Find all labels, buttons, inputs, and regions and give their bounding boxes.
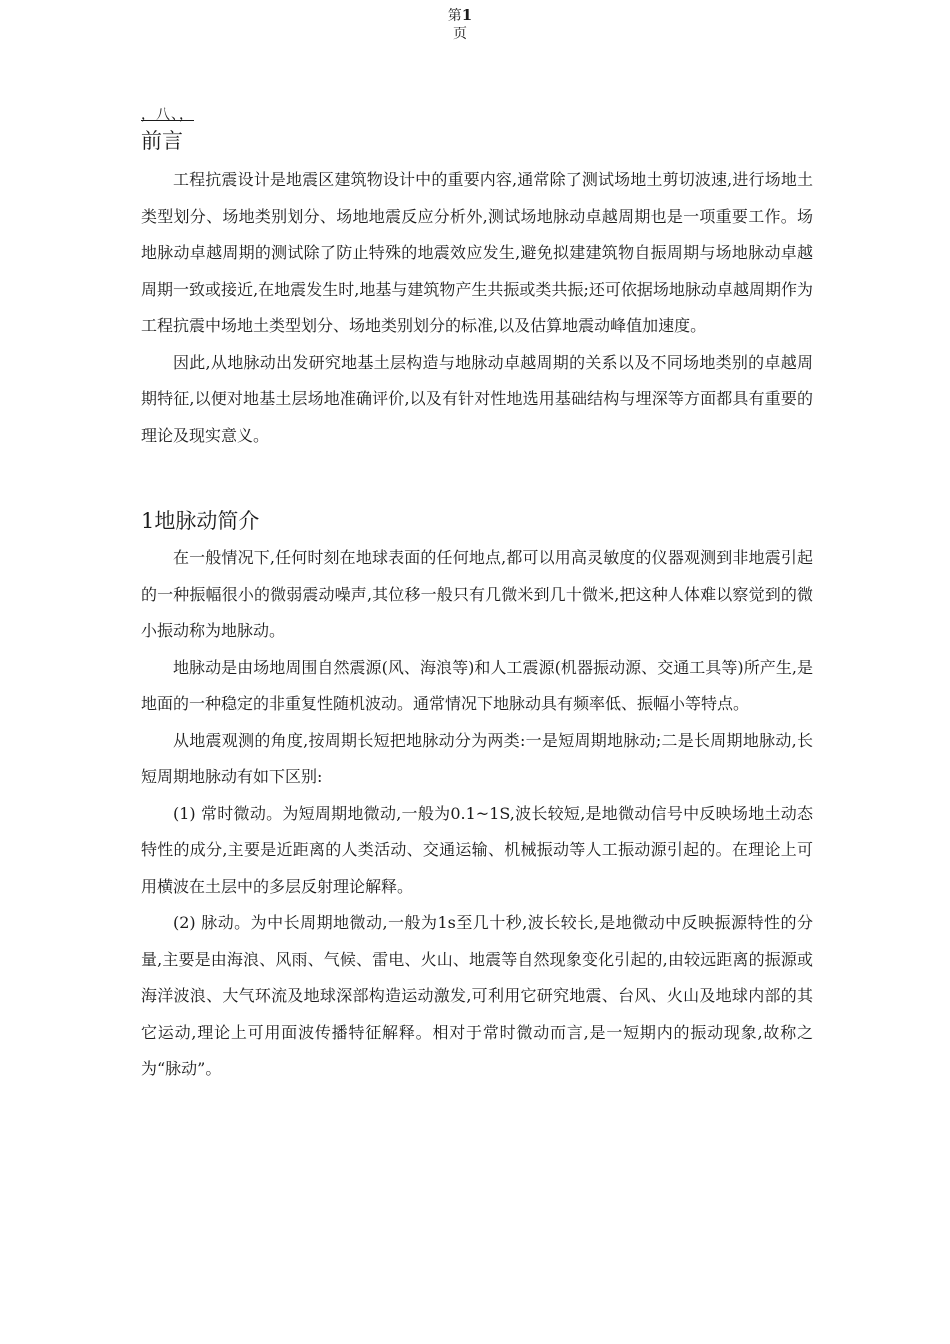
page-number: 1 bbox=[461, 6, 473, 24]
preface-paragraph: 因此,从地脉动出发研究地基土层构造与地脉动卓越周期的关系以及不同场地类别的卓越周期特征,以便对地基土层场地准确评价,以及有针对性地选用基础结构与埋深等方面都具有重要的理论及现实意义。 bbox=[141, 352, 813, 445]
section-paragraph: (1) 常时微动。为短周期地微动,一般为0.1~1S,波长较短,是地微动信号中反映场地土动态特性的成分,主要是近距离的人类活动、交通运输、机械振动等人工振动源引起的。在理论上可用横波在土层中的多层反射理论解释。 bbox=[141, 803, 813, 896]
document-body bbox=[141, 108, 813, 1088]
section-paragraph: 从地震观测的角度,按周期长短把地脉动分为两类:一是短周期地脉动;二是长周期地脉动,长短周期地脉动有如下区别: bbox=[141, 730, 813, 786]
page-header-suffix: 页 bbox=[453, 26, 467, 42]
garbled-marks: ，八、， bbox=[141, 107, 194, 123]
page-header-prefix: 第 bbox=[447, 8, 462, 24]
section-paragraph: 在一般情况下,任何时刻在地球表面的任何地点,都可以用高灵敏度的仪器观测到非地震引起的一种振幅很小的微弱震动噪声,其位移一般只有几微米到几十微米,把这种人体难以察觉到的微小振动称为地脉动。 bbox=[141, 548, 813, 640]
page-header bbox=[0, 6, 920, 43]
preface-paragraph: 工程抗震设计是地震区建筑物设计中的重要内容,通常除了测试场地土剪切波速,进行场地土类型划分、场地类别划分、场地地震反应分析外,测试场地脉动卓越周期也是一项重要工作。场地脉动卓越周期的测试除了防止特殊的地震效应发生,避免拟建建筑物自振周期与场地脉动卓越周期一致或接近,在地震发生时,地基与建筑物产生共振或类共振;还可依据场地脉动卓越周期作为工程抗震中场地土类型划分、场地类别划分的标准,以及估算地震动峰值加速度。 bbox=[141, 170, 813, 335]
section-paragraph: (2) 脉动。为中长周期地微动,一般为1s至几十秒,波长较长,是地微动中反映振源特性的分量,主要是由海浪、风雨、气候、雷电、火山、地震等自然现象变化引起的,由较远距离的振源或海洋波浪、大气环流及地球深部构造运动激发,可利用它研究地震、台风、火山及地球内部的其它运动,理论上可用面波传播特征解释。相对于常时微动而言,是一短期内的振动现象,故称之为“脉动”。 bbox=[141, 913, 813, 1078]
section-heading: 1地脉动简介 bbox=[141, 509, 260, 533]
section-paragraph: 地脉动是由场地周围自然震源(风、海浪等)和人工震源(机器振动源、交通工具等)所产生,是地面的一种稳定的非重复性随机波动。通常情况下地脉动具有频率低、振幅小等特点。 bbox=[141, 657, 813, 713]
preface-heading: 前言 bbox=[141, 129, 183, 153]
